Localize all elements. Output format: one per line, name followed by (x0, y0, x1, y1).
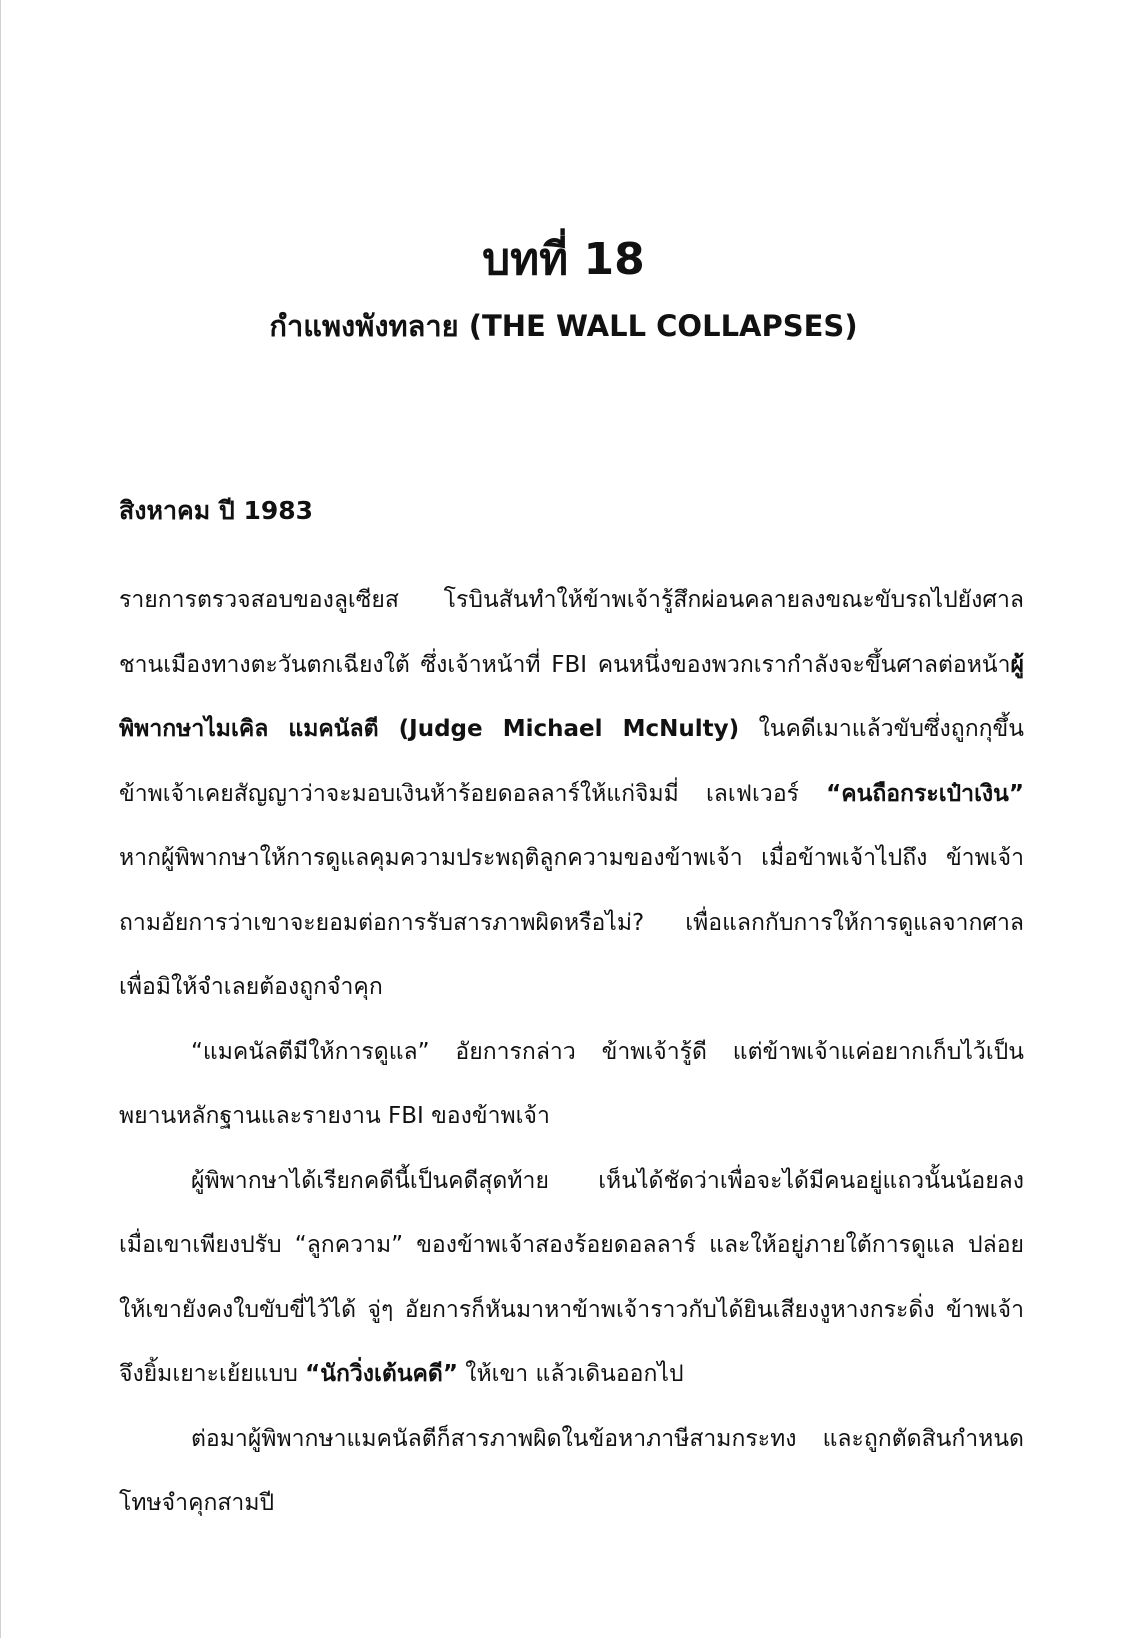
chapter-title: กำแพงพังทลาย (THE WALL COLLAPSES) (269, 309, 858, 343)
paragraph-1 (119, 568, 1024, 1020)
section-date: สิงหาคม ปี 1983 (119, 496, 314, 525)
body-text (119, 568, 1024, 1536)
chapter-number: บทที่ 18 (482, 234, 645, 285)
paragraph-2 (119, 1020, 1024, 1149)
text-run: ต่อมาผู้พิพากษาแมคนัลตีก็สารภาพผิดในข้อหาภาษีสามกระทง และถูกตัดสินกำหนดโทษจำคุกสามปี (119, 1425, 1024, 1516)
text-run: หากผู้พิพากษาให้การดูแลคุมความประพฤติลูกความของข้าพเจ้า เมื่อข้าพเจ้าไปถึง ข้าพเจ้าถามอัยการว่าเขาจะยอมต่อการรับสารภาพผิดหรือไม่? เพื่อแลกกับการให้การดูแลจากศาลเพื่อมิให้จำเลยต้องถูกจำคุก (119, 845, 1024, 1000)
paragraph-3 (119, 1149, 1024, 1407)
text-run-bold: “คนถือกระเป๋าเงิน” (826, 780, 1024, 807)
text-run-bold: “นักวิ่งเต้นคดี” (305, 1361, 458, 1387)
text-run: “แมคนัลตีมีให้การดูแล” อัยการกล่าว ข้าพเจ้ารู้ดี แต่ข้าพเจ้าแค่อยากเก็บไว้เป็นพยานหลักฐานและรายงาน FBI ของข้าพเจ้า (119, 1038, 1024, 1129)
text-run: ในคดีเมาแล้วขับซึ่งถูกกุขึ้น ข้าพเจ้าเคยสัญญาว่าจะมอบเงินห้าร้อยดอลลาร์ให้แก่จิมมี่ เลเฟเวอร์ (119, 716, 1024, 807)
text-run: รายการตรวจสอบของลูเซียส โรบินสันทำให้ข้าพเจ้ารู้สึกผ่อนคลายลงขณะขับรถไปยังศาลชานเมืองทางตะวันตกเฉียงใต้ ซึ่งเจ้าหน้าที่ FBI คนหนึ่งของพวกเรากำลังจะขึ้นศาลต่อหน้า (119, 587, 1024, 678)
text-run: ผู้พิพากษาได้เรียกคดีนี้เป็นคดีสุดท้าย เห็นได้ชัดว่าเพื่อจะได้มีคนอยู่แถวนั้นน้อยลง เมื่อเขาเพียงปรับ “ลูกความ” ของข้าพเจ้าสองร้อยดอลลาร์ และให้อยู่ภายใต้การดูแล ปล่อยให้เขายังคงใบขับขี่ไว้ได้ จู่ๆ อัยการก็หันมาหาข้าพเจ้าราวกับได้ยินเสียงงูหางกระดิ่ง ข้าพเจ้าจึงยิ้มเยาะเย้ยแบบ (119, 1167, 1024, 1387)
paragraph-4 (119, 1407, 1024, 1536)
text-run: ให้เขา แล้วเดินออกไป (457, 1361, 684, 1387)
text-run-bold: ผู้พิพากษาไมเคิล แมคนัลตี (Judge Michael McNulty) (119, 651, 1024, 742)
